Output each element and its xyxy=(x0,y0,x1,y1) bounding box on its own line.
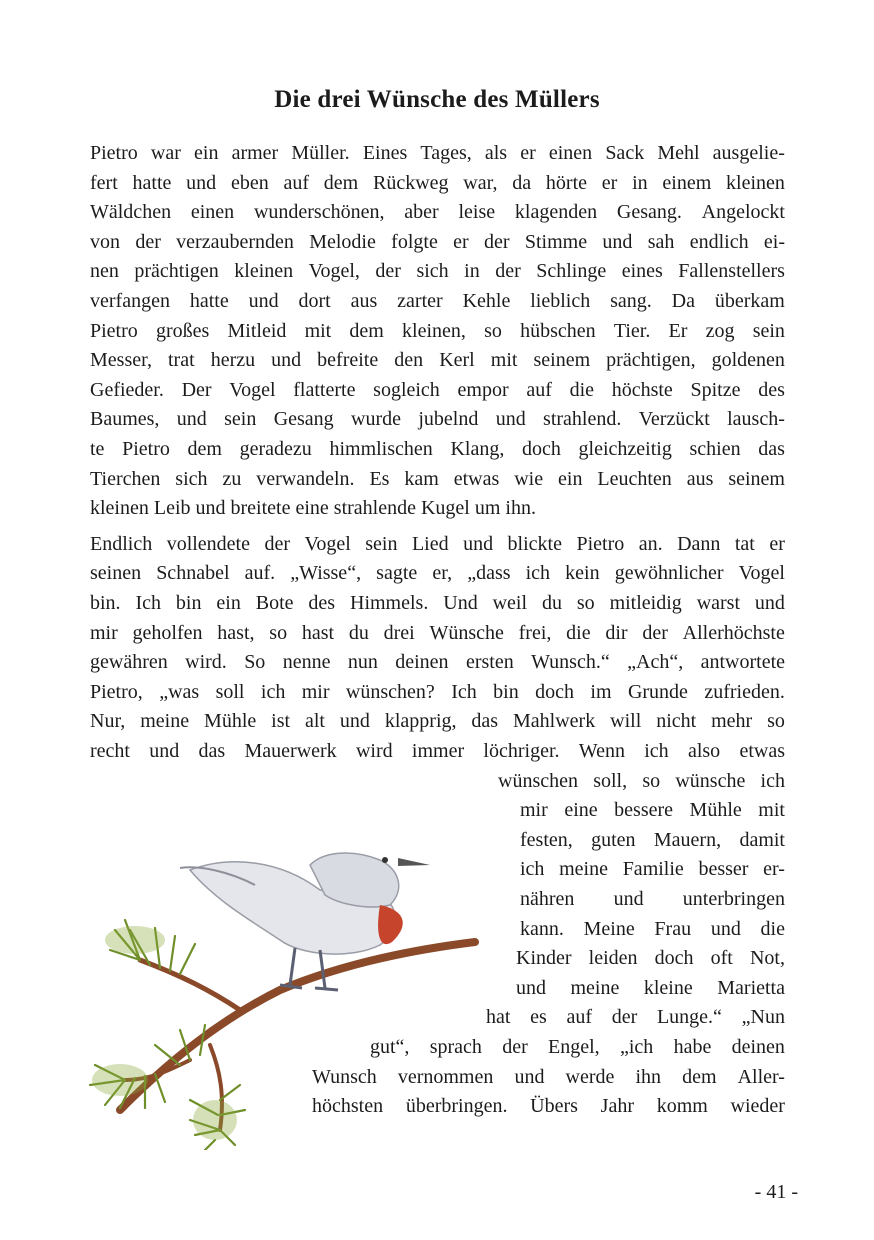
text-line: gut“, sprach der Engel, „ich habe deinen xyxy=(370,1036,785,1058)
bird-illustration xyxy=(180,853,430,990)
text-line: verfangen hatte und dort aus zarter Kehle lieblich sang. Da überkam xyxy=(90,290,785,312)
text-line: Pietro großes Mitleid mit dem kleinen, so hübschen Tier. Er zog sein xyxy=(90,319,785,342)
page-number: - 41 - xyxy=(754,1181,798,1203)
branch-illustration xyxy=(120,942,475,1110)
text-line: Baumes, und sein Gesang wurde jubelnd und strahlend. Verzückt lausch- xyxy=(90,408,785,431)
text-line: wünschen soll, so wünsche ich xyxy=(498,769,785,792)
text-line: hat es auf der Lunge.“ „Nun xyxy=(486,1006,785,1029)
text-line: Wunsch vernommen und werde ihn dem Aller- xyxy=(312,1065,785,1088)
text-line: von der verzaubernden Melodie folgte er der Stimme und sah endlich ei- xyxy=(90,230,785,253)
text-line: Gefieder. Der Vogel flatterte sogleich empor auf die höchste Spitze des xyxy=(90,378,785,401)
text-line: mir eine bessere Mühle mit xyxy=(520,799,785,822)
text-line: nähren und unterbringen xyxy=(520,888,785,910)
text-line: festen, guten Mauern, damit xyxy=(520,828,785,851)
text-line: nen prächtigen kleinen Vogel, der sich in der Schlinge eines Fallenstellers xyxy=(90,260,785,283)
text-line: mir geholfen hast, so hast du drei Wünsche frei, die dir der Allerhöchste xyxy=(90,621,785,644)
text-line: Pietro, „was soll ich mir wünschen? Ich bin doch im Grunde zufrieden. xyxy=(90,680,785,703)
text-line: bin. Ich bin ein Bote des Himmels. Und weil du so mitleidig warst und xyxy=(90,592,785,614)
text-line: te Pietro dem geradezu himmlischen Klang, doch gleichzeitig schien das xyxy=(90,438,785,460)
text-line: Wäldchen einen wunderschönen, aber leise klagenden Gesang. Angelockt xyxy=(90,201,785,224)
text-line: gewähren wird. So nenne nun deinen ersten Wunsch.“ „Ach“, antwortete xyxy=(90,651,785,674)
text-line: ich meine Familie besser er- xyxy=(520,858,785,881)
text-line: Messer, trat herzu und befreite den Kerl mit seinem prächtigen, goldenen xyxy=(90,349,785,372)
text-line: und meine kleine Marietta xyxy=(516,976,785,999)
text-line: Tierchen sich zu verwandeln. Es kam etwas wie ein Leuchten aus seinem xyxy=(90,467,785,490)
text-line: Nur, meine Mühle ist alt und klapprig, das Mahlwerk will nicht mehr so xyxy=(90,710,785,733)
text-line: Kinder leiden doch oft Not, xyxy=(516,947,785,970)
bird-on-branch-illustration xyxy=(80,830,490,1150)
text-line: fert hatte und eben auf dem Rückweg war, da hörte er in einem kleinen xyxy=(90,171,785,194)
page-title: Die drei Wünsche des Müllers xyxy=(274,86,600,113)
text-line: kleinen Leib und breitete eine strahlende Kugel um ihn. xyxy=(90,497,536,520)
text-line: höchsten überbringen. Übers Jahr komm wieder xyxy=(312,1095,785,1118)
text-line: kann. Meine Frau und die xyxy=(520,917,785,940)
text-line: seinen Schnabel auf. „Wisse“, sagte er, „dass ich kein gewöhnlicher Vogel xyxy=(90,562,785,585)
text-line: recht und das Mauerwerk wird immer löchriger. Wenn ich also etwas xyxy=(90,740,785,762)
text-line: Endlich vollendete der Vogel sein Lied und blickte Pietro an. Dann tat er xyxy=(90,532,785,555)
text-line: Pietro war ein armer Müller. Eines Tages, als er einen Sack Mehl ausgelie- xyxy=(90,142,785,164)
